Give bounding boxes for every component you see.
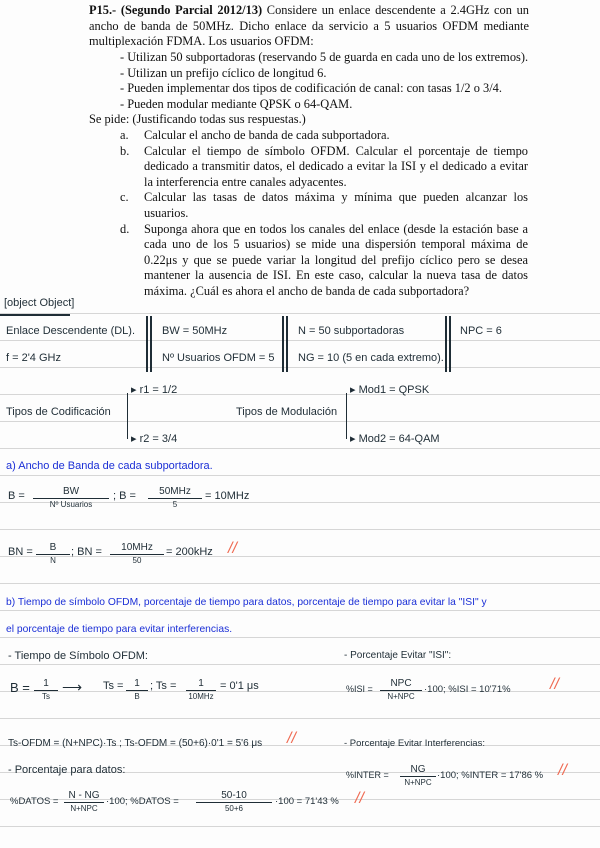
coding-label: Tipos de Codificación xyxy=(6,406,111,418)
denominator: N+NPC xyxy=(404,778,432,787)
datos-heading: [object Object] xyxy=(4,297,75,309)
eq-mid: ; B = xyxy=(113,490,136,502)
bullet: - Pueden implementar dos tipos de codificación de canal: con tasas 1/2 o 3/4. xyxy=(120,81,502,96)
numerator: 1 xyxy=(186,678,216,691)
inter-heading: - Porcentaje Evitar Interferencias: xyxy=(344,738,485,749)
ask-line: Se pide: (Justificando todas sus respuestas.) xyxy=(89,112,306,126)
eq-result: ·100; %ISI = 10'71% xyxy=(424,684,511,695)
double-check-icon: // xyxy=(355,790,364,807)
ruled-line xyxy=(0,718,600,719)
problem-statement xyxy=(89,3,529,50)
ts-ofdm-equation: Ts-OFDM = (N+NPC)·Ts ; Ts-OFDM = (50+6)·0'1 = 5'6 μs xyxy=(8,738,263,749)
rate-2: ▸ r2 = 3/4 xyxy=(131,433,178,445)
bullet-list xyxy=(120,50,528,112)
cp-value: NPC = 6 xyxy=(460,325,502,337)
ruled-line xyxy=(0,529,600,530)
ruled-line xyxy=(0,448,600,449)
question-letter: c. xyxy=(120,190,129,205)
section-a-title: a) Ancho de Banda de cada subportadora. xyxy=(6,460,213,472)
problem-intro: Considere un enlace descendente a 2.4GHz con un ancho de banda de 50MHz. Dicho enlace da servicio a 5 usuarios OFDM mediante multiplexación FDMA. Los usuarios OFDM: xyxy=(89,3,529,49)
divider xyxy=(282,316,288,372)
fraction xyxy=(126,678,148,701)
double-check-icon: // xyxy=(558,762,567,779)
eq-mid: ·100; %DATOS = xyxy=(106,796,179,807)
denominator: N xyxy=(50,556,56,565)
question xyxy=(120,190,528,221)
eq-mid: ; BN = xyxy=(71,546,102,558)
double-check-icon: // xyxy=(550,676,559,693)
section-b-title: b) Tiempo de símbolo OFDM, porcentaje de tiempo para datos, porcentaje de tiempo para evitar la "ISI" y xyxy=(6,597,487,608)
fraction xyxy=(196,790,272,813)
eq-lhs: %ISI = xyxy=(346,684,373,694)
ruled-line xyxy=(0,637,600,638)
bullet: - Utilizan 50 subportadoras (reservando 5 de guarda en cada uno de los extremos). xyxy=(120,50,529,64)
eq-mid: ; Ts = xyxy=(150,680,177,692)
eq-result: = 10MHz xyxy=(205,490,250,502)
eq-result: = 200kHz xyxy=(166,546,213,558)
arrow-icon: ⟶ xyxy=(62,679,83,695)
question-letter: d. xyxy=(120,221,130,236)
ruled-line xyxy=(0,367,600,368)
eq-result: = 0'1 μs xyxy=(220,680,259,692)
bullet: - Pueden modular mediante QPSK o 64-QAM. xyxy=(120,96,353,111)
question-letter: a. xyxy=(120,128,129,142)
eq-lhs: B = xyxy=(8,490,25,502)
denominator: 50+6 xyxy=(224,804,244,813)
denominator: Ts xyxy=(42,692,50,701)
eq-result: ·100; %INTER = 17'86 % xyxy=(437,770,544,781)
fraction xyxy=(36,542,70,565)
numerator: NG xyxy=(400,764,436,777)
fraction xyxy=(148,486,202,509)
denominator: 5 xyxy=(172,500,178,509)
double-check-icon: // xyxy=(228,540,237,557)
eq-lhs: %INTER = xyxy=(346,770,389,780)
bw-value: BW = 50MHz xyxy=(162,325,228,337)
numerator: 1 xyxy=(34,678,58,691)
denominator: 50 xyxy=(132,556,142,565)
numerator: N - NG xyxy=(64,790,104,803)
ruled-line xyxy=(0,610,600,611)
eq-lhs: BN = xyxy=(8,546,33,558)
ts-heading: - Tiempo de Símbolo OFDM: xyxy=(8,650,148,662)
modulation-label: Tipos de Modulación xyxy=(236,406,338,418)
numerator: NPC xyxy=(380,678,422,691)
fraction xyxy=(110,542,164,565)
eq-mid: Ts = xyxy=(103,680,124,692)
numerator: 50-10 xyxy=(196,790,272,803)
denominator: B xyxy=(134,692,140,701)
ruled-line xyxy=(0,826,600,827)
question-text: Calcular las tasas de datos máxima y mínima que pueden alcanzar los usuarios. xyxy=(144,190,528,220)
ruled-line xyxy=(0,583,600,584)
mod-2-text: Mod2 = 64-QAM xyxy=(358,433,440,445)
fraction xyxy=(34,678,58,701)
ruled-line xyxy=(0,664,600,665)
denominator: 10MHz xyxy=(188,692,214,701)
users-value: Nº Usuarios OFDM = 5 xyxy=(162,352,275,364)
question-list xyxy=(120,128,528,300)
rate-2-text: r2 = 3/4 xyxy=(139,433,178,445)
subcarriers-value: N = 50 subportadoras xyxy=(298,325,405,337)
question-text: Suponga ahora que en todos los canales del enlace (desde la estación base a cada uno de los 5 usuarios) se mide una dispersión temporal máxima de 0.22μs y que se puede variar la longitud del prefijo cíclico pero se desea mantener la ausencia de ISI. En este caso, calcular la nueva tasa de datos máxima. ¿Cuál es ahora el ancho de banda de cada subportadora? xyxy=(144,221,528,298)
eq-lhs: %DATOS = xyxy=(10,796,59,807)
bullet: - Utilizan un prefijo cíclico de longitud 6. xyxy=(120,65,327,80)
problem-source: (Segundo Parcial 2012/13) xyxy=(120,3,263,17)
frequency-value: f = 2'4 GHz xyxy=(6,352,61,364)
eq-lhs: B = xyxy=(10,680,30,695)
isi-heading: - Porcentaje Evitar "ISI": xyxy=(344,650,452,661)
fraction xyxy=(186,678,216,701)
denominator: N+NPC xyxy=(387,692,415,701)
question xyxy=(120,144,528,191)
rate-1: ▸ r1 = 1/2 xyxy=(131,384,178,396)
numerator: BW xyxy=(33,486,109,499)
ruled-line xyxy=(0,313,600,314)
mod-2: ▸ Mod2 = 64-QAM xyxy=(350,433,440,445)
guard-value: NG = 10 (5 en cada extremo). xyxy=(298,352,444,364)
divider xyxy=(445,316,451,372)
denominator: Nº Usuarios xyxy=(49,500,93,509)
fraction xyxy=(400,764,436,787)
ruled-line xyxy=(0,340,600,341)
denominator: N+NPC xyxy=(70,804,98,813)
question-text: Calcular el ancho de banda de cada subportadora. xyxy=(144,128,390,142)
numerator: 50MHz xyxy=(148,486,202,499)
enlace-value: Enlace Descendente (DL). xyxy=(6,325,136,337)
question-letter: b. xyxy=(120,143,130,158)
rate-1-text: r1 = 1/2 xyxy=(139,384,178,396)
eq-result: ·100 = 71'43 % xyxy=(275,796,339,807)
divider xyxy=(146,316,152,372)
numerator: 1 xyxy=(126,678,148,691)
ruled-line xyxy=(0,394,600,395)
question xyxy=(120,128,528,144)
heading-underline xyxy=(0,314,70,316)
problem-number: P15.- xyxy=(89,3,117,17)
fraction xyxy=(33,486,109,509)
double-check-icon: // xyxy=(287,730,296,747)
numerator: 10MHz xyxy=(110,542,164,555)
datos-pct-heading: - Porcentaje para datos: xyxy=(8,764,126,776)
section-b-title-cont: el porcentaje de tiempo para evitar interferencias. xyxy=(6,624,233,635)
question xyxy=(120,222,528,300)
mod-1: ▸ Mod1 = QPSK xyxy=(350,384,430,396)
question-text: Calcular el tiempo de símbolo OFDM. Calcular el porcentaje de tiempo dedicado a transmitir datos, el dedicado a evitar la ISI y el dedicado a evitar la interferencia entre canales adyacentes. xyxy=(144,143,528,189)
mod-1-text: Mod1 = QPSK xyxy=(358,384,430,396)
ruled-line xyxy=(0,475,600,476)
fraction xyxy=(380,678,422,701)
ruled-line xyxy=(0,421,600,422)
fraction xyxy=(64,790,104,813)
numerator: B xyxy=(36,542,70,555)
